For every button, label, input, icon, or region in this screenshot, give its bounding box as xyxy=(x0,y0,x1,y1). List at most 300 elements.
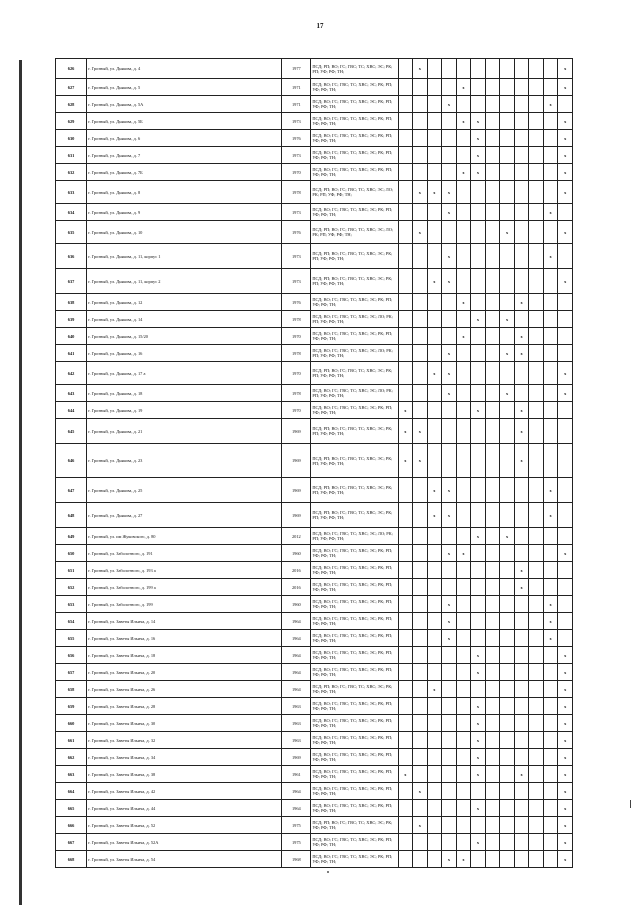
row-number: 665 xyxy=(56,800,87,817)
mark-cell xyxy=(427,698,442,715)
table-row xyxy=(56,528,573,545)
year-cell: 2016 xyxy=(282,579,311,596)
mark-cell xyxy=(398,362,413,385)
services-cell: ПСД; ВО; ГС; ГВС; ТС; ХВС; ЭС; РК; РП; УФ; РФ; ТН; xyxy=(311,96,398,113)
row-number: 630 xyxy=(56,130,87,147)
row-number: 644 xyxy=(56,402,87,419)
mark-cell xyxy=(413,851,428,868)
table-row xyxy=(56,444,573,478)
mark-cell xyxy=(442,783,457,800)
mark-cell: х xyxy=(413,181,428,204)
row-number: 627 xyxy=(56,79,87,96)
mark-cell xyxy=(543,698,558,715)
row-number: 664 xyxy=(56,783,87,800)
mark-cell xyxy=(558,444,573,478)
table-row xyxy=(56,630,573,647)
mark-cell xyxy=(398,478,413,503)
mark-cell xyxy=(398,294,413,311)
mark-cell xyxy=(514,79,529,96)
mark-cell xyxy=(398,79,413,96)
row-number: 640 xyxy=(56,328,87,345)
year-cell: 1964 xyxy=(282,783,311,800)
mark-cell: х xyxy=(558,59,573,79)
mark-cell xyxy=(456,596,471,613)
mark-cell xyxy=(413,834,428,851)
mark-cell xyxy=(456,698,471,715)
mark-cell: х xyxy=(471,164,486,181)
mark-cell: х xyxy=(514,294,529,311)
row-number: 663 xyxy=(56,766,87,783)
row-number: 655 xyxy=(56,630,87,647)
mark-cell xyxy=(427,596,442,613)
mark-cell xyxy=(529,419,544,444)
mark-cell: х xyxy=(442,630,457,647)
mark-cell xyxy=(514,528,529,545)
address-cell: г. Грозный, ул. Дьякова, д. 5Б xyxy=(87,113,282,130)
mark-cell xyxy=(413,113,428,130)
mark-cell: х xyxy=(471,130,486,147)
mark-cell xyxy=(413,269,428,294)
mark-cell: х xyxy=(427,503,442,528)
mark-cell: х xyxy=(471,147,486,164)
address-cell: г. Грозный, ул. Дьякова, д. 6 xyxy=(87,130,282,147)
table-row xyxy=(56,503,573,528)
mark-cell xyxy=(485,562,500,579)
mark-cell xyxy=(543,221,558,244)
mark-cell xyxy=(500,147,515,164)
address-cell: г. Грозный, ул. Заветы Ильича, д. 16 xyxy=(87,630,282,647)
mark-cell xyxy=(485,715,500,732)
mark-cell xyxy=(529,96,544,113)
mark-cell xyxy=(543,528,558,545)
mark-cell xyxy=(427,130,442,147)
mark-cell xyxy=(543,419,558,444)
year-cell: 1977 xyxy=(282,59,311,79)
year-cell: 1971 xyxy=(282,79,311,96)
year-cell: 1963 xyxy=(282,732,311,749)
mark-cell xyxy=(529,851,544,868)
mark-cell xyxy=(398,817,413,834)
mark-cell xyxy=(413,630,428,647)
mark-cell: х xyxy=(558,545,573,562)
table-row xyxy=(56,732,573,749)
mark-cell: х xyxy=(471,402,486,419)
mark-cell xyxy=(529,664,544,681)
mark-cell xyxy=(485,630,500,647)
year-cell: 1960 xyxy=(282,596,311,613)
year-cell: 1975 xyxy=(282,817,311,834)
mark-cell xyxy=(456,385,471,402)
mark-cell xyxy=(500,783,515,800)
mark-cell xyxy=(500,596,515,613)
year-cell: 1964 xyxy=(282,613,311,630)
mark-cell xyxy=(485,766,500,783)
address-cell: г. Грозный, ул. Дьякова, д. 12 xyxy=(87,294,282,311)
mark-cell: х xyxy=(543,244,558,269)
mark-cell xyxy=(456,766,471,783)
mark-cell xyxy=(456,345,471,362)
address-cell: г. Грозный, ул. Заветы Ильича, д. 30 xyxy=(87,715,282,732)
mark-cell xyxy=(471,294,486,311)
mark-cell xyxy=(500,79,515,96)
mark-cell xyxy=(500,362,515,385)
mark-cell xyxy=(543,545,558,562)
mark-cell: х xyxy=(471,113,486,130)
table-row xyxy=(56,419,573,444)
mark-cell xyxy=(500,164,515,181)
mark-cell: х xyxy=(514,562,529,579)
address-cell: г. Грозный, ул. Дьякова, д. 7 xyxy=(87,147,282,164)
year-cell: 1964 xyxy=(282,800,311,817)
mark-cell xyxy=(456,59,471,79)
table-row xyxy=(56,681,573,698)
mark-cell xyxy=(514,204,529,221)
mark-cell: х xyxy=(471,715,486,732)
mark-cell xyxy=(543,851,558,868)
mark-cell xyxy=(543,113,558,130)
mark-cell xyxy=(529,294,544,311)
mark-cell: х xyxy=(558,766,573,783)
mark-cell xyxy=(413,96,428,113)
table-row xyxy=(56,800,573,817)
mark-cell xyxy=(514,749,529,766)
year-cell: 1968 xyxy=(282,851,311,868)
mark-cell: х xyxy=(456,79,471,96)
mark-cell xyxy=(543,328,558,345)
mark-cell xyxy=(529,562,544,579)
mark-cell xyxy=(427,244,442,269)
mark-cell xyxy=(529,698,544,715)
mark-cell xyxy=(442,681,457,698)
address-cell: г. Грозный, ул. Заболотного, д. 199 xyxy=(87,596,282,613)
services-cell: ПСД; РП; ВО; ГС; ГВС; ТС; ХВС; ЭС; РК; УФ; РФ; ТН; xyxy=(311,681,398,698)
services-cell: ПСД; ВО; ГС; ГВС; ТС; ХВС; ЭС; РК; РП; УФ; РФ; ТН; xyxy=(311,579,398,596)
mark-cell xyxy=(529,59,544,79)
mark-cell xyxy=(456,613,471,630)
mark-cell xyxy=(427,59,442,79)
mark-cell xyxy=(558,419,573,444)
mark-cell xyxy=(471,221,486,244)
table-row xyxy=(56,834,573,851)
mark-cell xyxy=(514,664,529,681)
mark-cell xyxy=(427,402,442,419)
mark-cell: х xyxy=(442,385,457,402)
mark-cell: х xyxy=(456,164,471,181)
mark-cell xyxy=(398,181,413,204)
mark-cell xyxy=(471,181,486,204)
mark-cell: х xyxy=(398,766,413,783)
address-cell: г. Грозный, ул. Заветы Ильича, д. 42 xyxy=(87,783,282,800)
table-row xyxy=(56,664,573,681)
mark-cell: х xyxy=(514,444,529,478)
row-number: 653 xyxy=(56,596,87,613)
mark-cell xyxy=(485,204,500,221)
address-cell: г. Грозный, ул. Заветы Ильича, д. 52А xyxy=(87,834,282,851)
mark-cell: х xyxy=(413,221,428,244)
mark-cell xyxy=(500,579,515,596)
services-cell: ПСД; ВО; ГС; ГВС; ТС; ХВС; ЭС; РК; РП; УФ; РФ; ТН; xyxy=(311,698,398,715)
mark-cell xyxy=(485,664,500,681)
mark-cell xyxy=(514,269,529,294)
mark-cell xyxy=(485,478,500,503)
year-cell: 1963 xyxy=(282,698,311,715)
mark-cell: х xyxy=(413,783,428,800)
mark-cell xyxy=(456,221,471,244)
mark-cell xyxy=(485,59,500,79)
mark-cell xyxy=(442,579,457,596)
mark-cell xyxy=(485,647,500,664)
year-cell: 1969 xyxy=(282,478,311,503)
mark-cell xyxy=(398,385,413,402)
address-cell: г. Грозный, ул. Дьякова, д. 10 xyxy=(87,221,282,244)
mark-cell: х xyxy=(398,402,413,419)
mark-cell xyxy=(514,783,529,800)
mark-cell xyxy=(398,221,413,244)
mark-cell xyxy=(398,244,413,269)
services-cell: ПСД; РП; ВО; ГС; ГВС; ТС; ХВС; ЭС; ЛО; РК; РП; УФ; РФ; ТН; xyxy=(311,181,398,204)
table-row xyxy=(56,147,573,164)
mark-cell xyxy=(398,715,413,732)
mark-cell xyxy=(558,503,573,528)
services-cell: ПСД; ВО; ГС; ГВС; ТС; ХВС; ЭС; ЛО; РК; РП; УФ; РФ; ТН; xyxy=(311,345,398,362)
mark-cell xyxy=(471,269,486,294)
mark-cell xyxy=(456,664,471,681)
mark-cell xyxy=(442,647,457,664)
mark-cell xyxy=(456,419,471,444)
row-number: 657 xyxy=(56,664,87,681)
mark-cell xyxy=(471,681,486,698)
services-cell: ПСД; РП; ВО; ГС; ГВС; ТС; ХВС; ЭС; РК; РП; УФ; РФ; ТН; xyxy=(311,478,398,503)
mark-cell xyxy=(413,130,428,147)
mark-cell xyxy=(398,164,413,181)
row-number: 666 xyxy=(56,817,87,834)
address-cell: г. Грозный, ул. Заветы Ильича, д. 20 xyxy=(87,664,282,681)
mark-cell: х xyxy=(543,613,558,630)
mark-cell xyxy=(485,732,500,749)
mark-cell xyxy=(413,79,428,96)
year-cell: 1969 xyxy=(282,503,311,528)
mark-cell: х xyxy=(442,596,457,613)
services-cell: ПСД; ВО; ГС; ГВС; ТС; ХВС; ЭС; РК; РП; УФ; РФ; ТН; xyxy=(311,147,398,164)
mark-cell xyxy=(442,164,457,181)
mark-cell xyxy=(529,181,544,204)
mark-cell xyxy=(427,783,442,800)
mark-cell xyxy=(500,749,515,766)
mark-cell: х xyxy=(558,749,573,766)
mark-cell xyxy=(442,294,457,311)
mark-cell: х xyxy=(558,147,573,164)
mark-cell xyxy=(543,181,558,204)
mark-cell xyxy=(485,783,500,800)
mark-cell: х xyxy=(442,362,457,385)
mark-cell xyxy=(485,851,500,868)
mark-cell: х xyxy=(442,269,457,294)
mark-cell: х xyxy=(442,181,457,204)
address-cell: г. Грозный, ул. Дьякова, д. 7Б xyxy=(87,164,282,181)
mark-cell xyxy=(442,328,457,345)
address-cell: г. Грозный, ул. Заветы Ильича, д. 14 xyxy=(87,613,282,630)
mark-cell: х xyxy=(514,579,529,596)
mark-cell xyxy=(485,269,500,294)
table-row xyxy=(56,783,573,800)
services-cell: ПСД; ВО; ГС; ГВС; ТС; ХВС; ЭС; РК; РП; УФ; РФ; ТН; xyxy=(311,164,398,181)
mark-cell xyxy=(514,478,529,503)
mark-cell xyxy=(485,113,500,130)
table-row xyxy=(56,244,573,269)
mark-cell: х xyxy=(558,851,573,868)
table-row xyxy=(56,402,573,419)
mark-cell xyxy=(529,596,544,613)
services-cell: ПСД; ВО; ГС; ГВС; ТС; ХВС; ЭС; РК; РП; УФ; РФ; ТН; xyxy=(311,664,398,681)
mark-cell: х xyxy=(500,221,515,244)
row-number: 647 xyxy=(56,478,87,503)
mark-cell xyxy=(427,444,442,478)
mark-cell xyxy=(398,698,413,715)
mark-cell xyxy=(471,444,486,478)
row-number: 651 xyxy=(56,562,87,579)
mark-cell xyxy=(485,362,500,385)
mark-cell xyxy=(514,147,529,164)
mark-cell xyxy=(558,630,573,647)
mark-cell xyxy=(514,244,529,269)
year-cell: 1973 xyxy=(282,147,311,164)
mark-cell xyxy=(543,311,558,328)
mark-cell xyxy=(413,478,428,503)
mark-cell: х xyxy=(442,545,457,562)
mark-cell xyxy=(529,579,544,596)
mark-cell xyxy=(500,113,515,130)
mark-cell xyxy=(500,715,515,732)
address-cell: г. Грозный, ул. Дьякова, д. 27 xyxy=(87,503,282,528)
mark-cell xyxy=(427,630,442,647)
mark-cell xyxy=(398,113,413,130)
mark-cell xyxy=(500,800,515,817)
mark-cell xyxy=(500,630,515,647)
mark-cell xyxy=(558,294,573,311)
table-row xyxy=(56,130,573,147)
services-cell: ПСД; РП; ВО; ГС; ГВС; ТС; ХВС; ЭС; РК; РП; УФ; РФ; ТН; xyxy=(311,362,398,385)
mark-cell xyxy=(485,800,500,817)
mark-cell xyxy=(456,800,471,817)
address-cell: г. Грозный, ул. Заветы Ильича, д. 26 xyxy=(87,681,282,698)
mark-cell xyxy=(427,345,442,362)
year-cell: 1964 xyxy=(282,681,311,698)
table-row xyxy=(56,647,573,664)
mark-cell: х xyxy=(558,664,573,681)
mark-cell: х xyxy=(471,834,486,851)
mark-cell xyxy=(529,79,544,96)
address-cell: г. Грозный, ул. Дьякова, д. 5 xyxy=(87,79,282,96)
mark-cell xyxy=(398,130,413,147)
mark-cell xyxy=(398,664,413,681)
row-number: 639 xyxy=(56,311,87,328)
mark-cell xyxy=(543,294,558,311)
services-cell: ПСД; ВО; ГС; ГВС; ТС; ХВС; ЭС; РК; РП; УФ; РФ; ТН; xyxy=(311,130,398,147)
table-row xyxy=(56,79,573,96)
address-cell: г. Грозный, ул. Дьякова, д. 15/20 xyxy=(87,328,282,345)
mark-cell xyxy=(543,800,558,817)
mark-cell xyxy=(471,503,486,528)
mark-cell xyxy=(543,562,558,579)
mark-cell xyxy=(427,562,442,579)
address-cell: г. Грозный, ул. Дьякова, д. 21 xyxy=(87,419,282,444)
mark-cell xyxy=(427,647,442,664)
year-cell: 1978 xyxy=(282,311,311,328)
mark-cell xyxy=(485,147,500,164)
mark-cell xyxy=(442,311,457,328)
mark-cell xyxy=(514,59,529,79)
table-row xyxy=(56,113,573,130)
row-number: 643 xyxy=(56,385,87,402)
mark-cell xyxy=(500,647,515,664)
year-cell: 1970 xyxy=(282,402,311,419)
mark-cell xyxy=(529,478,544,503)
address-cell: г. Грозный, ул. им Жуковского, д. 80 xyxy=(87,528,282,545)
year-cell: 1976 xyxy=(282,130,311,147)
year-cell: 1969 xyxy=(282,444,311,478)
year-cell: 1973 xyxy=(282,113,311,130)
mark-cell xyxy=(529,113,544,130)
mark-cell xyxy=(413,294,428,311)
mark-cell: х xyxy=(456,113,471,130)
table-row xyxy=(56,164,573,181)
mark-cell xyxy=(398,732,413,749)
table-row xyxy=(56,311,573,328)
mark-cell xyxy=(471,783,486,800)
mark-cell xyxy=(398,269,413,294)
table-row xyxy=(56,59,573,79)
mark-cell xyxy=(413,244,428,269)
mark-cell xyxy=(485,613,500,630)
mark-cell xyxy=(485,328,500,345)
mark-cell xyxy=(413,579,428,596)
table-row xyxy=(56,766,573,783)
mark-cell xyxy=(500,503,515,528)
table-row xyxy=(56,328,573,345)
mark-cell xyxy=(456,783,471,800)
year-cell: 1976 xyxy=(282,294,311,311)
year-cell: 1969 xyxy=(282,419,311,444)
address-cell: г. Грозный, ул. Заболотного, д. 193 а xyxy=(87,562,282,579)
row-number: 646 xyxy=(56,444,87,478)
mark-cell: х xyxy=(514,328,529,345)
year-cell: 1970 xyxy=(282,362,311,385)
mark-cell xyxy=(398,834,413,851)
mark-cell xyxy=(543,269,558,294)
mark-cell xyxy=(485,698,500,715)
mark-cell xyxy=(413,385,428,402)
row-number: 633 xyxy=(56,181,87,204)
row-number: 631 xyxy=(56,147,87,164)
mark-cell xyxy=(500,419,515,444)
row-number: 636 xyxy=(56,244,87,269)
row-number: 635 xyxy=(56,221,87,244)
address-cell: г. Грозный, ул. Заветы Ильича, д. 54 xyxy=(87,851,282,868)
mark-cell xyxy=(413,681,428,698)
mark-cell xyxy=(514,596,529,613)
year-cell: 1970 xyxy=(282,328,311,345)
row-number: 649 xyxy=(56,528,87,545)
table-row xyxy=(56,294,573,311)
mark-cell xyxy=(529,311,544,328)
mark-cell xyxy=(514,503,529,528)
services-cell: ПСД; ВО; ГС; ГВС; ТС; ХВС; ЭС; РК; РП; УФ; РФ; ТН; xyxy=(311,402,398,419)
mark-cell xyxy=(456,204,471,221)
mark-cell xyxy=(543,715,558,732)
year-cell: 1973 xyxy=(282,204,311,221)
mark-cell xyxy=(514,647,529,664)
mark-cell xyxy=(543,579,558,596)
